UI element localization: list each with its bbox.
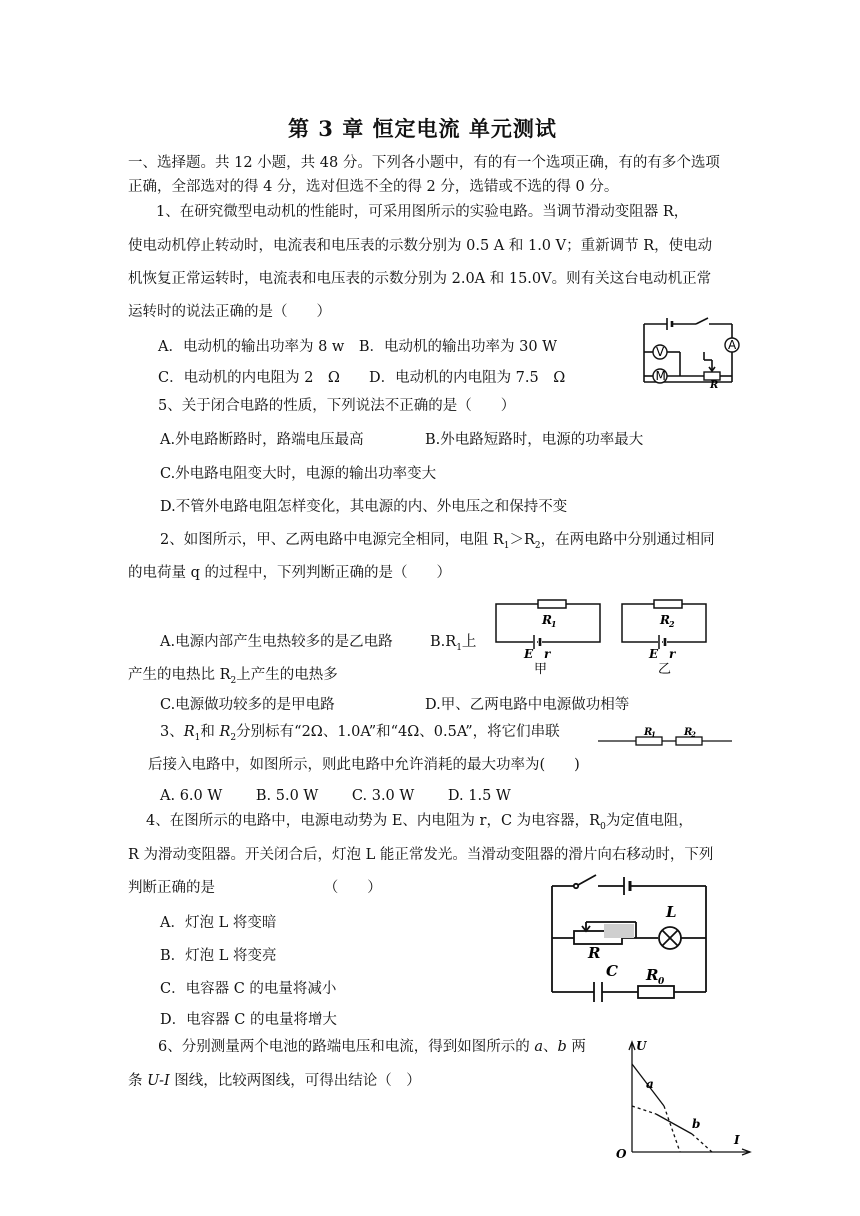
q3-stem-line-2: 后接入电路中，如图所示，则此电路中允许消耗的最大功率为( ) [148, 757, 580, 773]
q6-stem-text: 6、分别测量两个电池的路端电压和电流，得到如图所示的 [158, 1039, 535, 1055]
r1-resistor [538, 600, 566, 608]
q4-option-c: C．电容器 C 的电量将减小 [160, 981, 337, 997]
r2-label: R [660, 613, 670, 627]
voltmeter-label: V [656, 345, 665, 359]
line-b [656, 1114, 692, 1134]
q2-cont-text: 上产生的电热多 [236, 667, 338, 683]
line-b-extension [632, 1106, 656, 1114]
line-a-label: a [646, 1077, 654, 1091]
q2-option-b [430, 632, 476, 658]
q4-stem-text: 为定值电阻， [605, 813, 693, 829]
q4-stem-line-1 [146, 811, 693, 837]
q6-stem-text: 图线，比较两图线，可得出结论（ ） [169, 1073, 421, 1089]
q6-stem-line-2 [128, 1071, 421, 1091]
r0-label-sub: 0 [658, 977, 665, 987]
emf-label: E [524, 647, 534, 661]
origin-label: O [616, 1147, 627, 1160]
q2-stem-text: ＞R [509, 532, 535, 548]
q1-circuit-figure [640, 316, 744, 388]
q4-option-d: D．电容器 C 的电量将增大 [160, 1012, 337, 1028]
q6-stem-text: 条 [128, 1073, 148, 1089]
q4-stem-line-3: 判断正确的是 （ ） [128, 880, 382, 896]
section-intro-line-2: 正确，全部选对的得 4 分，选对但选不全的得 2 分，选错或不选的得 0 分。 [128, 179, 619, 195]
q2-option-d: D.甲、乙两电路中电源做功相等 [425, 697, 630, 713]
r2-label-sub: 2 [669, 619, 675, 629]
q2-stem-text: 2、如图所示，甲、乙两电路中电源完全相同，电阻 R [160, 532, 504, 548]
line-b-extension [692, 1134, 712, 1152]
q2-r2-subscript: 2 [534, 540, 541, 551]
q4-option-a: A．灯泡 L 将变暗 [160, 915, 277, 931]
q4-circuit-figure [548, 866, 710, 1002]
r1-label: R [542, 613, 552, 627]
q1-stem-line-2: 使电动机停止转动时，电流表和电压表的示数分别为 0.5 A 和 1.0 V；重新调节 R，使电动 [128, 238, 713, 254]
q3-stem-text: 和 [200, 724, 220, 740]
r1-label: R [644, 727, 653, 738]
q2-cont-subscript: 2 [230, 675, 237, 686]
r0-label: R [646, 966, 659, 984]
q4-option-b: B．灯泡 L 将变亮 [160, 948, 277, 964]
q6-ui-label: U-I [147, 1073, 170, 1089]
q2-r1-subscript: 1 [503, 540, 510, 551]
q2-cont-text: 产生的电热比 R [128, 667, 231, 683]
q2-option-b-subscript: 1 [456, 642, 462, 653]
q1-option-ab: A．电动机的输出功率为 8 w B．电动机的输出功率为 30 W [158, 339, 558, 355]
q3-series-figure [598, 726, 734, 750]
q2-circuits-figure [490, 596, 710, 678]
section-intro-line-1: 一、选择题。共 12 小题，共 48 分。下列各小题中，有的有一个选项正确，有的有多个选项 [128, 155, 720, 171]
q1-option-cd: C．电动机的内电阻为 2 Ω D．电动机的内电阻为 7.5 Ω [158, 370, 566, 386]
line-a-extension [664, 1106, 680, 1152]
r1-label-sub: 1 [651, 730, 656, 739]
q3-r2-subscript: 2 [230, 732, 237, 743]
q4-stem-text: 4、在图所示的电路中，电源电动势为 E、内电阻为 r，C 为电容器，R [146, 813, 601, 829]
internal-r-label: r [544, 647, 551, 661]
r2-resistor [654, 600, 682, 608]
q3-r1: R [183, 724, 195, 740]
q5-option-c: C.外电路电阻变大时，电源的输出功率变大 [160, 466, 437, 482]
rheostat-label: R [588, 944, 601, 962]
ammeter-label: A [728, 338, 737, 352]
q5-option-a: A.外电路断路时，路端电压最高 [160, 432, 364, 448]
q2-option-a: A.电源内部产生电热较多的是乙电路 [160, 634, 393, 650]
q2-option-b-text: B.R [430, 634, 457, 650]
q1-stem-line-4: 运转时的说法正确的是（ ） [128, 304, 331, 320]
q3-options: A. 6.0 W B. 5.0 W C. 3.0 W D. 1.5 W [160, 788, 511, 804]
rheostat-label: R [710, 380, 719, 388]
emf-label: E [649, 647, 659, 661]
q6-stem-text: 两 [566, 1039, 586, 1055]
q2-option-b-continued [128, 665, 338, 691]
i-axis-label: I [734, 1133, 740, 1147]
q6-line-a: a [534, 1039, 543, 1055]
capacitor-label: C [606, 962, 618, 980]
r2-label-sub: 2 [691, 730, 696, 739]
q3-stem-text: 分别标有“2Ω、1.0A”和“4Ω、0.5A”，将它们串联 [236, 724, 560, 740]
q2-stem-line-1 [160, 530, 715, 556]
line-b-label: b [692, 1117, 701, 1131]
motor-label: M [655, 369, 666, 383]
q6-line-b: b [557, 1039, 567, 1055]
u-axis-label: U [636, 1039, 647, 1053]
q3-stem-text: 3、 [160, 724, 184, 740]
q6-ui-graph [612, 1036, 756, 1160]
q5-option-d: D.不管外电路电阻怎样变化，其电源的内、外电压之和保持不变 [160, 499, 568, 515]
q3-r2: R [219, 724, 231, 740]
q1-stem-line-1: 1、在研究微型电动机的性能时，可采用图所示的实验电路。当调节滑动变阻器 R， [156, 204, 689, 220]
r1-label-sub: 1 [551, 619, 557, 629]
circuit-yi-label: 乙 [658, 662, 672, 677]
q2-stem-line-2: 的电荷量 q 的过程中，下列判断正确的是（ ） [128, 565, 451, 581]
q1-stem-line-3: 机恢复正常运转时，电流表和电压表的示数分别为 2.0A 和 15.0V。则有关这台电动机正常 [128, 271, 712, 287]
r2-resistor [676, 737, 702, 745]
r0-resistor [638, 986, 674, 998]
q6-stem-text: 、 [543, 1039, 558, 1055]
r1-resistor [636, 737, 662, 745]
q3-stem-line-1 [160, 722, 560, 748]
q2-option-c: C.电源做功较多的是甲电路 [160, 697, 335, 713]
q2-stem-text: ，在两电路中分别通过相同 [540, 532, 715, 548]
q4-stem-line-2: R 为滑动变阻器。开关闭合后，灯泡 L 能正常发光。当滑动变阻器的滑片向右移动时，下列 [128, 847, 714, 863]
circuit-jia-label: 甲 [534, 662, 548, 677]
lamp-label: L [666, 903, 677, 921]
q5-stem: 5、关于闭合电路的性质，下列说法不正确的是（ ） [158, 398, 516, 414]
r2-label: R [684, 727, 693, 738]
q6-stem-line-1 [158, 1037, 586, 1057]
internal-r-label: r [669, 647, 676, 661]
page-title: 第 3 章 恒定电流 单元测试 [288, 116, 557, 141]
q2-option-b-text: 上 [461, 634, 477, 650]
q5-option-b: B.外电路短路时，电源的功率最大 [425, 432, 644, 448]
q4-r0-subscript: 0 [600, 821, 606, 832]
q3-r1-subscript: 1 [194, 732, 201, 743]
